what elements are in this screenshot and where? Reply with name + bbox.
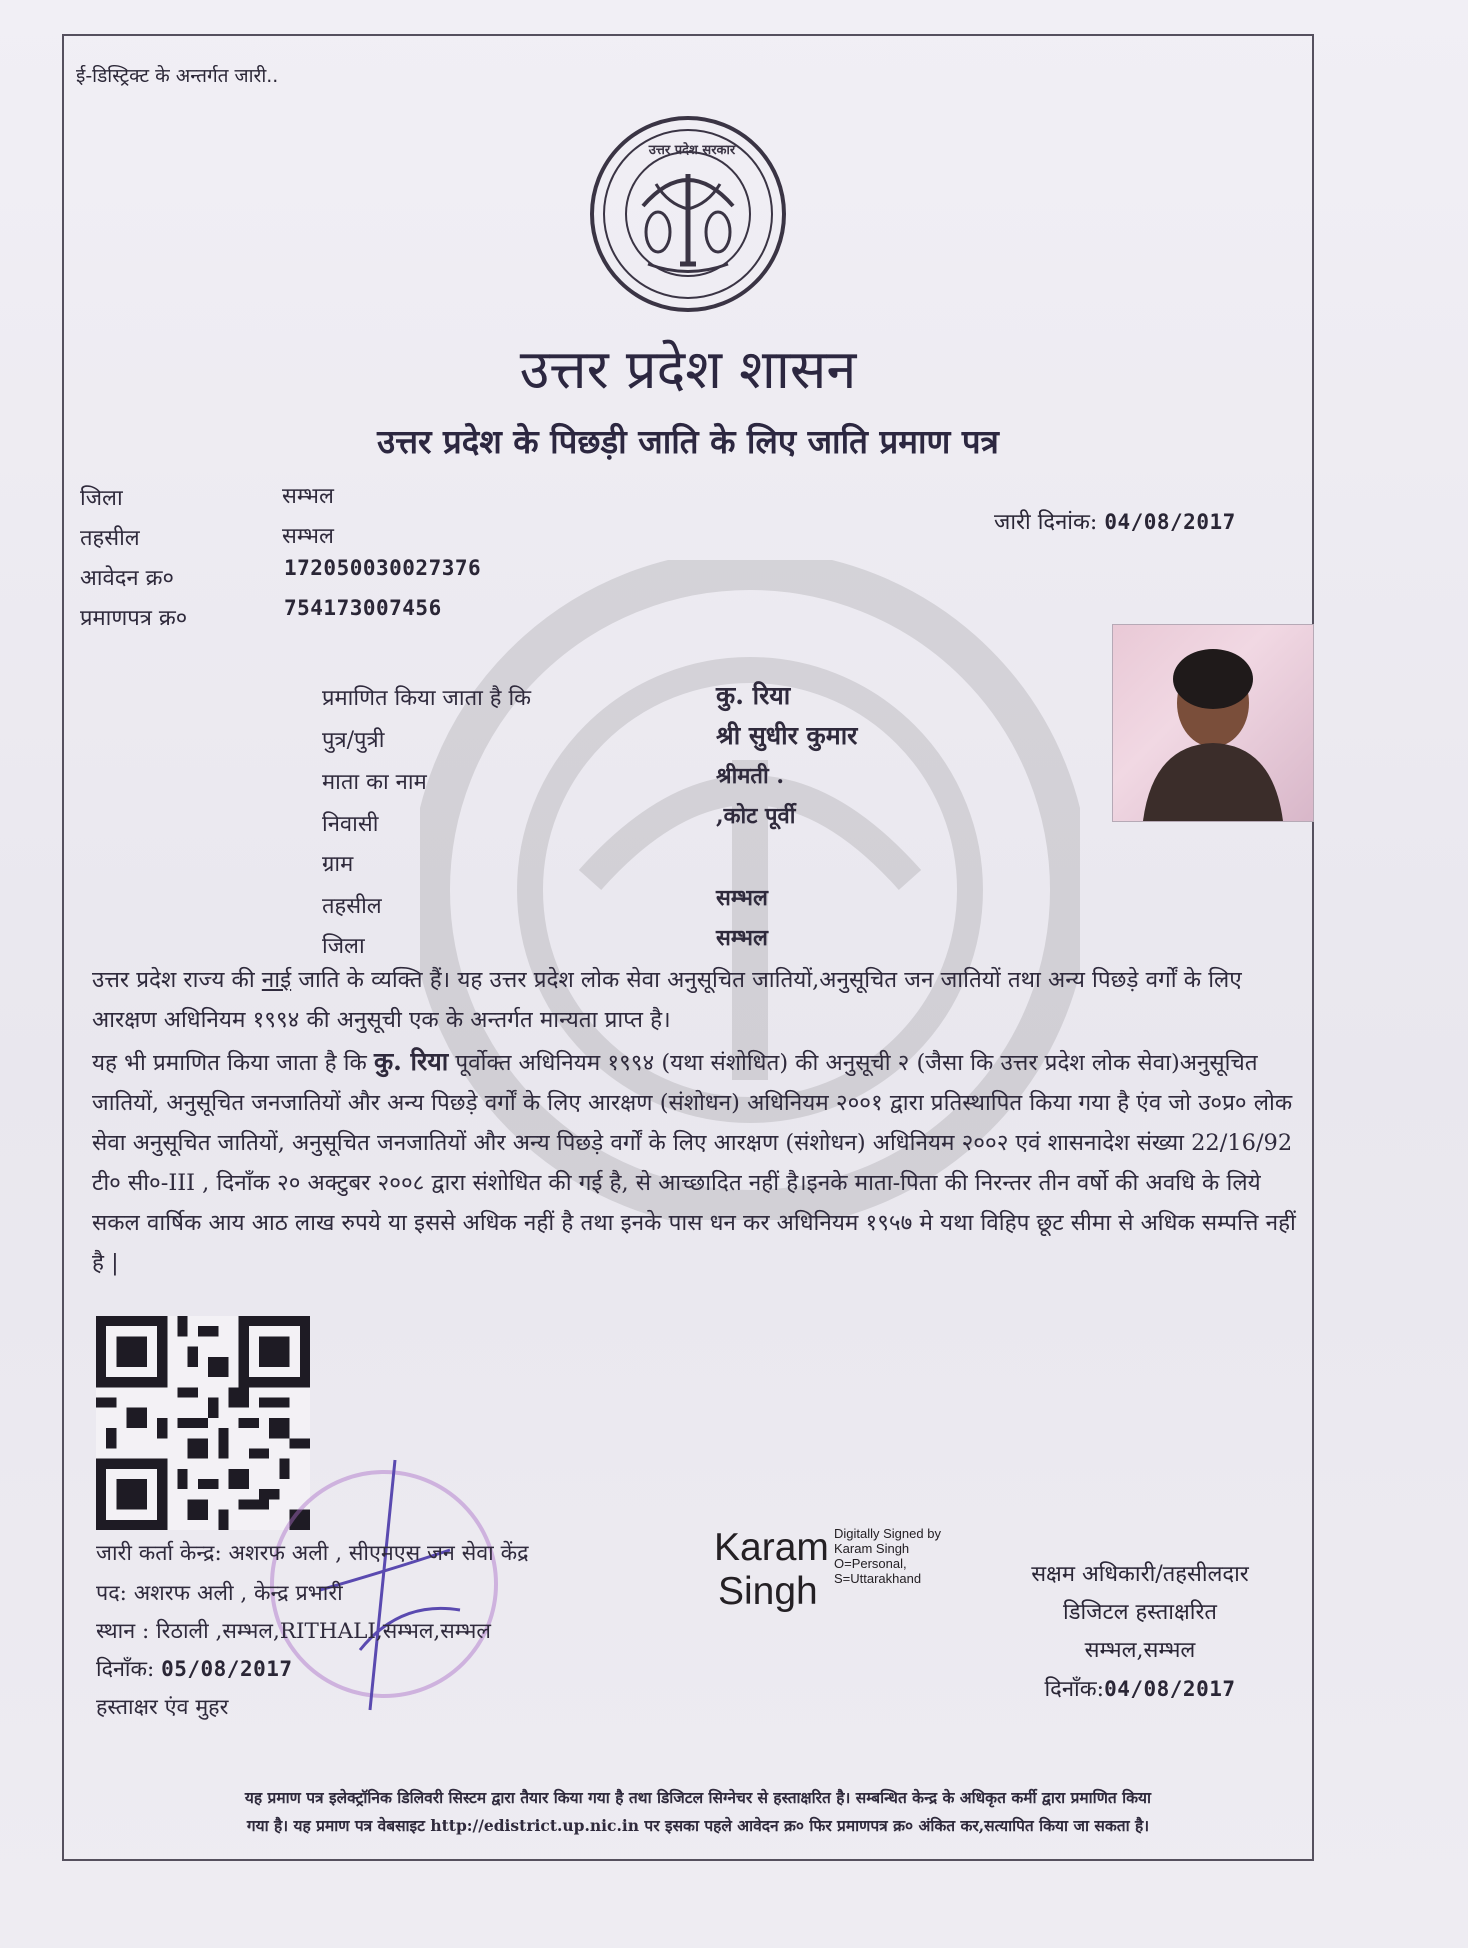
creamy-layer-name: कु. रिया <box>373 1047 449 1076</box>
detail-mother-label: माता का नाम <box>322 770 427 795</box>
certificate-subtitle: उत्तर प्रदेश के पिछड़ी जाति के लिए जाति प्रमाण पत्र <box>377 422 999 461</box>
footer-note-line1: यह प्रमाण पत्र इलेक्ट्रॉनिक डिलिवरी सिस्टम द्वारा तैयार किया गया है तथा डिजिटल सिग्नेचर से हस्ताक्षरित है। सम्बन्धित केन्द्र के अधिकृत कर्मी द्वारा प्रमाणित किया <box>244 1788 1152 1807</box>
creamy-layer-paragraph <box>92 1042 1312 1283</box>
signature-note-4: S=Uttarakhand <box>834 1571 922 1586</box>
header-note: ई-डिस्ट्रिक्ट के अन्तर्गत जारी.. <box>76 65 279 87</box>
detail-mother-value: श्रीमती . <box>716 763 784 789</box>
district-label: जिला <box>80 486 123 511</box>
digital-signature-details <box>834 1526 941 1586</box>
authority-date-label: दिनाँक: <box>1044 1677 1105 1702</box>
authority-date <box>990 1670 1290 1709</box>
signature-note-2: Karam Singh <box>834 1541 910 1556</box>
signature-note-3: O=Personal, <box>834 1556 907 1571</box>
authority-block <box>990 1556 1290 1709</box>
detail-tehsil-value: सम्भल <box>716 885 768 911</box>
issuer-date <box>96 1654 293 1683</box>
detail-tehsil-label: तहसील <box>322 894 382 919</box>
detail-district-label: जिला <box>322 934 365 959</box>
detail-resident-value: ,कोट पूर्वी <box>716 803 796 829</box>
issue-date <box>994 506 1236 536</box>
detail-parent-value: श्री सुधीर कुमार <box>716 721 858 750</box>
issue-date-value: 04/08/2017 <box>1104 510 1236 534</box>
certificate-number-value: 754173007456 <box>284 596 442 620</box>
detail-district-value: सम्भल <box>716 925 768 951</box>
detail-resident-label: निवासी <box>322 812 379 837</box>
caste-paragraph-suffix: जाति के व्यक्ति हैं। यह उत्तर प्रदेश लोक सेवा अनुसूचित जातियों,अनुसूचित जन जातियों तथा अन्य पिछड़े वर्गों के लिए आरक्षण अधिनियम १९९४ की अनुसूची एक के अन्तर्गत मान्यता प्राप्त है। <box>92 967 1242 1033</box>
caste-paragraph-prefix: उत्तर प्रदेश राज्य की <box>92 967 262 993</box>
detail-village-label: ग्राम <box>322 852 354 877</box>
certificate-number-label: प्रमाणपत्र क्र० <box>80 606 188 631</box>
qr-code <box>96 1316 310 1530</box>
authority-digital-signed: डिजिटल हस्ताक्षरित <box>1063 1600 1217 1625</box>
authority-date-value: 04/08/2017 <box>1104 1677 1236 1701</box>
digital-signature-name <box>714 1526 829 1614</box>
caste-name: नाई <box>261 967 292 993</box>
creamy-layer-suffix: पूर्वोक्त अधिनियम १९९४ (यथा संशोधित) की अनुसूची २ (जैसा कि उत्तर प्रदेश लोक सेवा)अनुसूचित जातियों, अनुसूचित जनजातियों और अन्य पिछड़े वर्गों के लिए आरक्षण (संशोधन) अधिनियम २००१ द्वारा प्रतिस्थापित किया गया है एंव जो उ०प्र० लोक सेवा अनुसूचित जातियों, अनुसूचित जनजातियों और अन्य पिछड़े वर्गों के लिए आरक्षण (संशोधन) अधिनियम २००२ एवं शासनादेश संख्या 22/16/92 टी० सी०-III , दिनाँक २० अक्टुबर २००८ द्वारा संशोधित की गई है, से आच्छादित नहीं है।इनके माता-पिता की निरन्तर तीन वर्षो की अवधि के लिये सकल वार्षिक आय आठ लाख रुपये या इससे अधिक नहीं है तथा इनके पास धन कर अधिनियम १९५७ मे यथा विहिप छूट सीमा से अधिक सम्पत्ति नहीं है | <box>92 1050 1296 1276</box>
authority-location: सम्भल,सम्भल <box>1084 1638 1196 1663</box>
applicant-photo <box>1112 624 1314 822</box>
caste-paragraph <box>92 960 1312 1040</box>
issue-date-label: जारी दिनांक: <box>994 510 1098 535</box>
page-title: उत्तर प्रदेश शासन <box>519 338 857 401</box>
issuer-place: स्थान : रिठाली ,सम्भल,RITHALI,सम्भल,सम्भल <box>96 1619 491 1644</box>
tehsil-label: तहसील <box>80 526 140 551</box>
signature-note-1: Digitally Signed by <box>834 1526 941 1541</box>
issuer-center: जारी कर्ता केन्द्र: अशरफ अली , सीएमएस जन सेवा केंद्र <box>96 1541 529 1566</box>
detail-parent-label: पुत्र/पुत्री <box>322 728 385 753</box>
issuer-post: पद: अशरफ अली , केन्द्र प्रभारी <box>96 1581 343 1606</box>
person-photo-icon <box>1113 625 1313 821</box>
issuer-date-value: 05/08/2017 <box>161 1657 293 1681</box>
issuer-date-label: दिनाँक: <box>96 1657 155 1682</box>
digital-signature-name-line2: Singh <box>718 1570 818 1613</box>
footer-note-line2: गया है। यह प्रमाण पत्र वेबसाइट http://edistrict.up.nic.in पर इसका पहले आवेदन क्र० फिर प्रमाणपत्र क्र० अंकित कर,सत्यापित किया जा सकता है। <box>246 1816 1150 1835</box>
district-value: सम्भल <box>282 484 334 509</box>
issuer-sign-label: हस्ताक्षर एंव मुहर <box>96 1695 229 1720</box>
detail-name-value: कु. रिया <box>716 681 791 710</box>
emblem-text: उत्तर प्रदेश सरकार <box>648 143 736 158</box>
application-number-value: 172050030027376 <box>284 556 482 580</box>
authority-title: सक्षम अधिकारी/तहसीलदार <box>1031 1562 1249 1587</box>
application-number-label: आवेदन क्र० <box>80 566 174 591</box>
digital-signature-name-line1: Karam <box>714 1526 829 1569</box>
detail-certify-label: प्रमाणित किया जाता है कि <box>322 686 532 711</box>
creamy-layer-prefix: यह भी प्रमाणित किया जाता है कि <box>92 1050 374 1076</box>
tehsil-value: सम्भल <box>282 524 334 549</box>
